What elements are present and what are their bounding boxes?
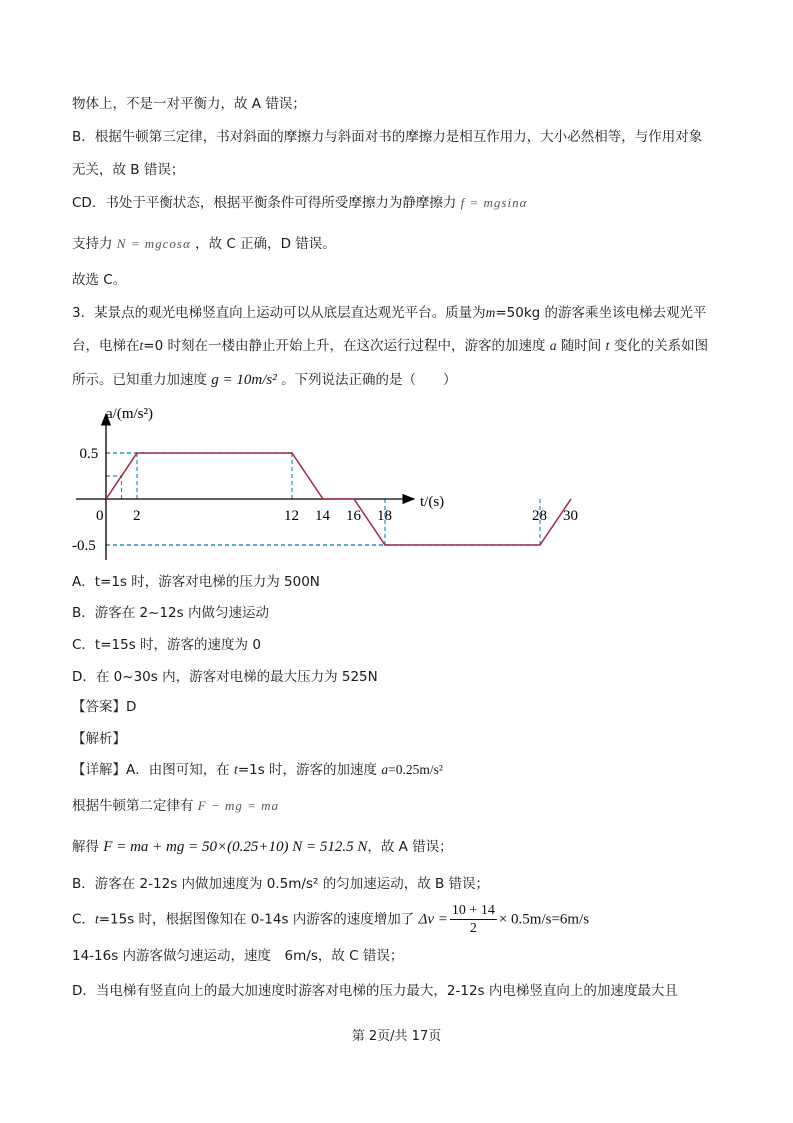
text-line: B．根据牛顿第三定律，书对斜面的摩擦力与斜面对书的摩擦力是相互作用力，大小必然相等，与作用对象 [72,129,703,145]
analysis-label: 【解析】 [72,731,126,747]
y-tick-label: -0.5 [72,538,96,554]
text-line: 故选 C。 [72,272,127,288]
math-expr: f = mgsinα [460,195,528,210]
analysis-line: 根据牛顿第二定律有 F − mg = ma [72,798,280,814]
analysis-line: 解得 F = ma + mg = 50×(0.25+10) N = 512.5 N，故 A 错误； [72,839,453,855]
origin-label: 0 [96,508,104,524]
analysis-line: D．当电梯有竖直向上的最大加速度时游客对电梯的压力最大，2-12s 内电梯竖直向上的加速度最大且 [72,983,678,999]
text-line: 无关，故 B 错误； [72,162,185,178]
question-line: 3．某景点的观光电梯竖直向上运动可以从底层直达观光平台。质量为m=50kg 的游客乘坐该电梯去观光平 [72,305,707,321]
x-tick-label: 2 [133,508,141,524]
x-tick-label: 18 [377,508,392,524]
analysis-line: C．t=15s 时，根据图像知在 0-14s 内游客的速度增加了 Δv = $\frac{10 + 14}{2}$ × 0.5m/s=6m/s [72,903,590,936]
analysis-line: 【详解】A．由图可知，在 t=1s 时，游客的加速度 a=0.25m/s² [72,762,443,778]
fraction: $\frac{10 + 14}{2}$ [451,903,495,936]
page-footer: 第 2页/共 17页 [351,1029,442,1044]
y-tick-label: 0.5 [79,446,99,462]
option-d: D．在 0~30s 内，游客对电梯的最大压力为 525N [72,669,378,685]
math-expr: g = 10m/s² [211,372,277,388]
x-tick-label: 30 [563,508,578,524]
answer-line: 【答案】D [72,699,137,715]
analysis-line: B．游客在 2-12s 内做加速度为 0.5m/s² 的匀加速运动，故 B 错误； [72,876,490,892]
math-expr: F = ma + mg = 50×(0.25+10) N = 512.5 N [103,839,368,855]
math-expr: F − mg = ma [197,798,280,813]
acceleration-time-graph [62,400,578,565]
option-b: B．游客在 2~12s 内做匀速运动 [72,605,269,621]
x-axis-label: t/(s) [420,494,445,510]
text-line: 支持力 N = mgcosα ，故 C 正确，D 错误。 [72,236,336,252]
option-a: A．t=1s 时，游客对电梯的压力为 500N [72,574,320,590]
math-expr: N = mgcosα [116,236,191,251]
x-tick-label: 12 [284,508,299,524]
text-line: 物体上，不是一对平衡力，故 A 错误； [72,96,306,112]
text-line: CD．书处于平衡状态，根据平衡条件可得所受摩擦力为静摩擦力 f = mgsinα [72,195,528,211]
x-tick-label: 14 [315,508,330,524]
option-c: C．t=15s 时，游客的速度为 0 [72,637,261,653]
question-line: 所示。已知重力加速度 g = 10m/s² 。下列说法正确的是（ ） [72,372,457,388]
y-axis-label: a/(m/s²) [106,406,153,422]
question-line: 台，电梯在t=0 时刻在一楼由静止开始上升，在这次运行过程中，游客的加速度 a 随时间 t 变化的关系如图 [72,338,709,354]
x-tick-label: 16 [346,508,361,524]
analysis-line: 14-16s 内游客做匀速运动，速度 6m/s，故 C 错误； [72,948,404,964]
x-tick-label: 28 [532,508,547,524]
